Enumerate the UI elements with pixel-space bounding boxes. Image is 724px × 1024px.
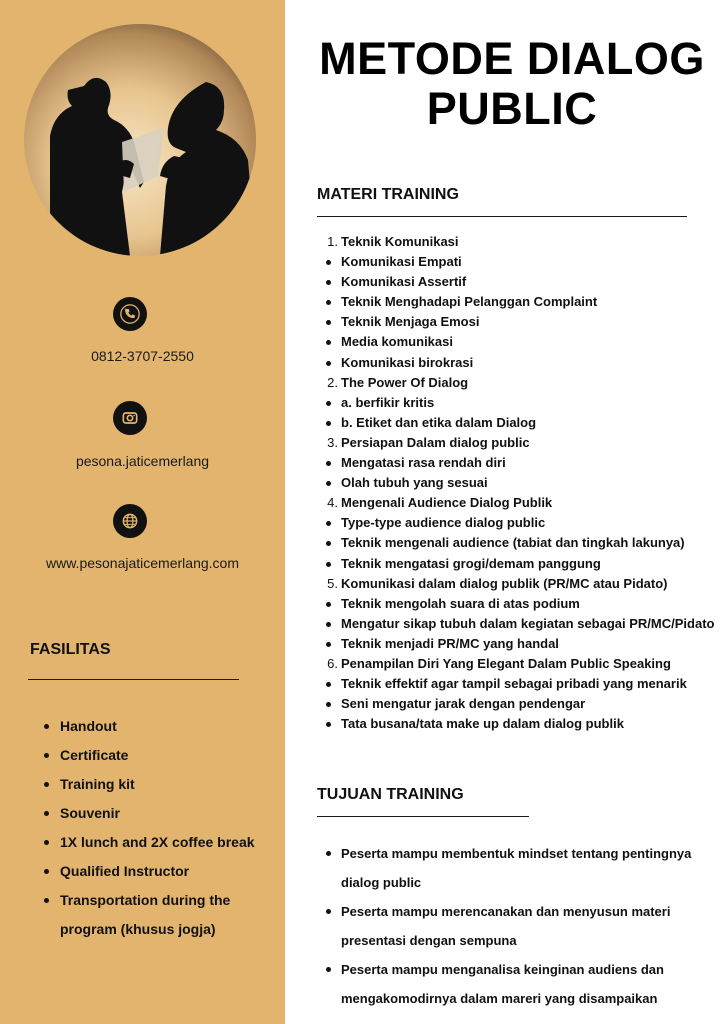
list-number: 6. — [327, 655, 338, 671]
list-item-text: Mengatur sikap tubuh dalam kegiatan sebagai PR/MC/Pidato — [341, 615, 715, 631]
list-item: Peserta mampu menganalisa keinginan audiens dan mengakomodirnya dalam mareri yang disampaikan — [318, 955, 718, 1013]
list-item-text: Type-type audience dialog public — [341, 515, 546, 531]
list-item-text: The Power Of Dialog — [341, 374, 469, 390]
fasilitas-list — [40, 712, 270, 944]
list-item-text: a. berfikir kritis — [341, 394, 435, 410]
list-item-text: Persiapan Dalam dialog public — [341, 434, 530, 450]
list-item — [318, 554, 718, 574]
list-item-text: Teknik effektif agar tampil sebagai pribadi yang menarik — [341, 676, 687, 692]
materi-heading: MATERI TRAINING — [317, 186, 459, 203]
materi-list — [318, 232, 718, 734]
list-item — [318, 473, 718, 493]
list-item-text: Seni mengatur jarak dengan pendengar — [341, 696, 586, 712]
list-item: Qualified Instructor — [40, 857, 270, 886]
website-link[interactable]: www.pesonajaticemerlang.com — [46, 555, 239, 571]
list-item — [318, 594, 718, 614]
list-item-text: Komunikasi Assertif — [341, 274, 467, 290]
page-title — [300, 34, 724, 134]
list-item-text: Mengatasi rasa rendah diri — [341, 455, 506, 471]
list-item — [318, 493, 718, 513]
camera-icon — [113, 401, 147, 435]
list-item-text: Teknik mengolah suara di atas podium — [341, 595, 580, 611]
tujuan-heading: TUJUAN TRAINING — [317, 786, 464, 803]
list-item-text: Komunikasi birokrasi — [341, 354, 474, 370]
list-item-text: Komunikasi Empati — [341, 254, 462, 270]
list-item: Handout — [40, 712, 270, 741]
list-item — [318, 353, 718, 373]
list-item — [318, 373, 718, 393]
list-number: 1. — [327, 234, 338, 249]
list-number: 5. — [327, 575, 338, 591]
list-item-text: Teknik mengatasi grogi/demam panggung — [341, 555, 601, 571]
list-item: Peserta mampu merencanakan dan menyusun materi presentasi dengan sempuna — [318, 897, 718, 955]
instagram-handle[interactable]: pesona.jaticemerlang — [75, 453, 210, 469]
phone-icon — [113, 297, 147, 331]
title-line-2: PUBLIC — [426, 83, 598, 134]
list-item — [318, 574, 718, 594]
list-item-text: Tata busana/tata make up dalam dialog publik — [341, 716, 624, 732]
list-item — [318, 433, 718, 453]
list-item — [318, 694, 718, 714]
list-item — [318, 453, 718, 473]
tujuan-list — [318, 839, 718, 1013]
list-item-text: Olah tubuh yang sesuai — [341, 475, 488, 491]
globe-icon — [113, 504, 147, 538]
materi-divider — [317, 216, 687, 217]
fasilitas-heading: FASILITAS — [30, 641, 111, 658]
list-number: 3. — [327, 434, 338, 450]
list-item — [318, 292, 718, 312]
list-item-text: Penampilan Diri Yang Elegant Dalam Public Speaking — [341, 655, 671, 671]
phone-number[interactable]: 0812-3707-2550 — [91, 348, 194, 364]
list-number: 4. — [327, 495, 338, 511]
list-item-text: Teknik Menjaga Emosi — [341, 314, 480, 330]
silhouette-conversation-photo — [24, 24, 256, 256]
list-item: Souvenir — [40, 799, 270, 828]
tujuan-divider — [317, 816, 529, 817]
list-item-text: b. Etiket dan etika dalam Dialog — [341, 414, 537, 430]
list-item: Transportation during the program (khusus jogja) — [40, 886, 270, 944]
list-number: 2. — [327, 374, 338, 390]
title-line-1: METODE DIALOG — [319, 33, 705, 84]
list-item-text: Teknik menjadi PR/MC yang handal — [341, 635, 559, 651]
list-item-text: Teknik mengenali audience (tabiat dan tingkah lakunya) — [341, 535, 685, 551]
list-item — [318, 513, 718, 533]
list-item-text: Teknik Komunikasi — [341, 234, 459, 249]
list-item — [318, 654, 718, 674]
list-item — [318, 413, 718, 433]
list-item — [318, 252, 718, 272]
list-item: Certificate — [40, 741, 270, 770]
list-item — [318, 533, 718, 553]
list-item — [318, 232, 718, 252]
list-item — [318, 674, 718, 694]
list-item: Training kit — [40, 770, 270, 799]
list-item — [318, 393, 718, 413]
list-item: 1X lunch and 2X coffee break — [40, 828, 270, 857]
fasilitas-divider — [28, 679, 239, 680]
sidebar — [0, 0, 285, 1024]
list-item-text: Mengenali Audience Dialog Publik — [341, 495, 553, 511]
list-item — [318, 634, 718, 654]
list-item — [318, 272, 718, 292]
list-item-text: Komunikasi dalam dialog publik (PR/MC atau Pidato) — [341, 575, 668, 591]
list-item-text: Teknik Menghadapi Pelanggan Complaint — [341, 294, 598, 310]
list-item — [318, 312, 718, 332]
list-item-text: Media komunikasi — [341, 334, 453, 350]
list-item — [318, 714, 718, 734]
list-item — [318, 332, 718, 352]
list-item — [318, 614, 718, 634]
list-item: Peserta mampu membentuk mindset tentang pentingnya dialog public — [318, 839, 718, 897]
